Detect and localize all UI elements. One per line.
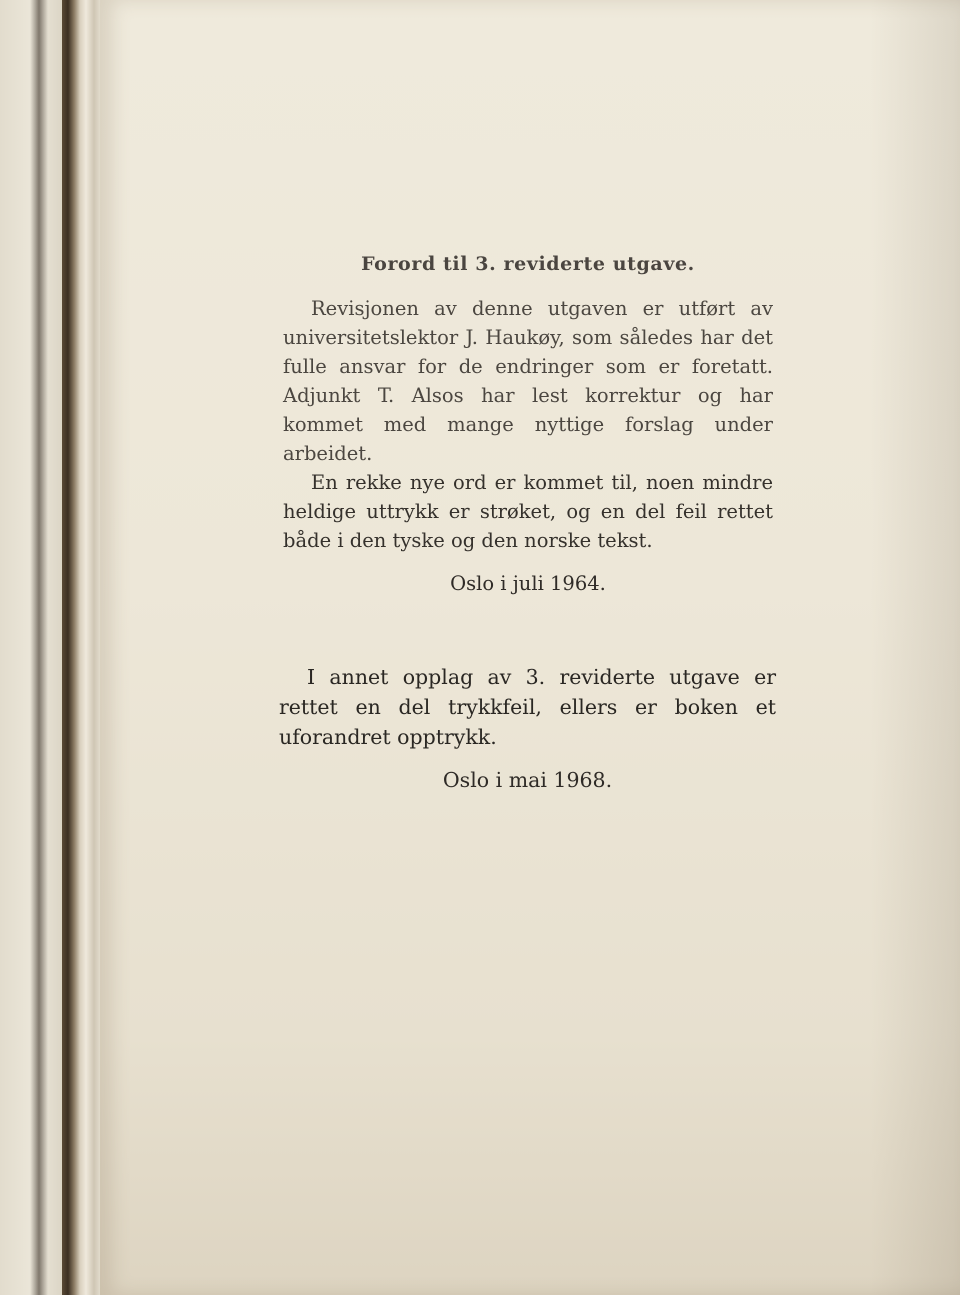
second-printing-section (279, 662, 776, 795)
preface-section (283, 253, 773, 598)
preface-paragraph-2: En rekke nye ord er kommet til, noen mindre heldige uttrykk er strøket, og en del feil rettet både i den tyske og den norske tekst. (283, 470, 773, 552)
binding-shadow (30, 0, 48, 1295)
second-printing-paragraph: I annet opplag av 3. reviderte utgave er rettet en del trykkfeil, ellers er boken et uforandret opptrykk. (279, 665, 776, 749)
preface-paragraph-1: Revisjonen av denne utgaven er utført av universitetslektor J. Haukøy, som således har det fulle ansvar for de endringer som er foretatt. Adjunkt T. Alsos har lest korrektur og har kommet med mange nyttige forslag under arbeidet. (283, 296, 773, 465)
book-page (100, 0, 960, 1295)
second-printing-place-date: Oslo i mai 1968. (442, 768, 613, 792)
preface-heading: Forord til 3. reviderte utgave. (361, 253, 695, 275)
book-spine (62, 0, 102, 1295)
preface-place-date: Oslo i juli 1964. (450, 571, 606, 595)
